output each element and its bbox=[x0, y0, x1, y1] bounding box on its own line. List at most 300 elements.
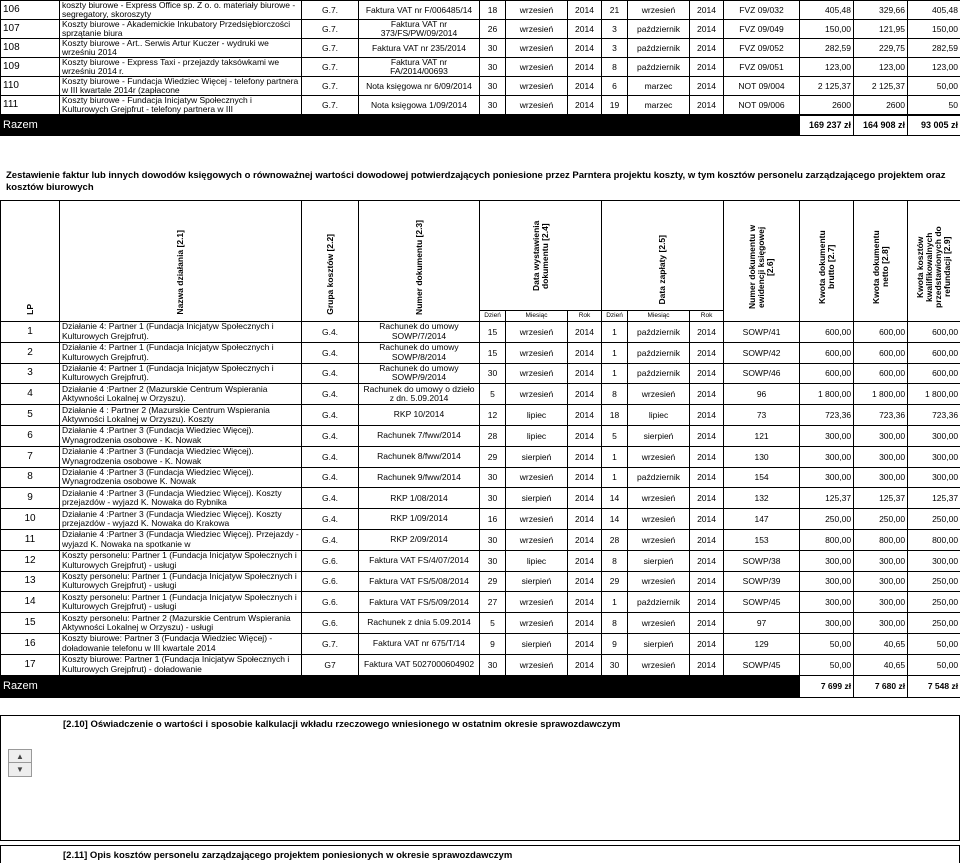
row-document-number: Rachunek do umowy SOWP/9/2014 bbox=[359, 363, 480, 384]
row-issue-year: 2014 bbox=[568, 77, 602, 96]
row-payment-month: październik bbox=[628, 322, 690, 343]
row-amount-eligible: 282,59 bbox=[908, 39, 960, 58]
row-description: Koszty personelu: Partner 1 (Fundacja Inicjatyw Społecznych i Kulturowych Grejpfrut) - usługi bbox=[60, 550, 302, 571]
row-payment-year: 2014 bbox=[690, 39, 724, 58]
row-payment-year: 2014 bbox=[690, 488, 724, 509]
row-group: G.4. bbox=[302, 405, 359, 426]
row-payment-year: 2014 bbox=[690, 613, 724, 634]
row-lp: 10 bbox=[1, 509, 60, 530]
row-amount-net: 800,00 bbox=[854, 529, 908, 550]
row-amount-net: 329,66 bbox=[854, 1, 908, 20]
row-group: G.6. bbox=[302, 571, 359, 592]
row-description: Koszty biurowe - Akademickie Inkubatory Przedsiębiorczości sprzątanie biura bbox=[60, 20, 302, 39]
row-payment-month: marzec bbox=[628, 96, 690, 116]
row-issue-day: 29 bbox=[480, 571, 506, 592]
row-group: G.7. bbox=[302, 96, 359, 116]
top-total-netto: 164 908 zł bbox=[854, 115, 908, 135]
row-amount-eligible: 250,00 bbox=[908, 509, 960, 530]
header-kwalifikowalne: Kwota kosztów kwalifikowalnych przedstawionych do refundacji [2.9] bbox=[908, 201, 960, 322]
row-lp: 107 bbox=[1, 20, 60, 39]
main-total-kwal: 7 548 zł bbox=[908, 675, 960, 697]
row-payment-month: wrzesień bbox=[628, 571, 690, 592]
row-amount-eligible: 250,00 bbox=[908, 592, 960, 613]
row-lp: 9 bbox=[1, 488, 60, 509]
row-ledger-number: FVZ 09/032 bbox=[724, 1, 800, 20]
row-ledger-number: SOWP/45 bbox=[724, 592, 800, 613]
row-amount-eligible: 125,37 bbox=[908, 488, 960, 509]
row-amount-eligible: 50 bbox=[908, 96, 960, 116]
row-amount-gross: 600,00 bbox=[800, 363, 854, 384]
row-document-number: Rachunek do umowy SOWP/7/2014 bbox=[359, 322, 480, 343]
row-payment-year: 2014 bbox=[690, 384, 724, 405]
row-document-number: Rachunek do umowy o dzieło z dn. 5.09.2014 bbox=[359, 384, 480, 405]
row-payment-day: 14 bbox=[602, 509, 628, 530]
row-payment-day: 8 bbox=[602, 613, 628, 634]
row-issue-year: 2014 bbox=[568, 58, 602, 77]
main-total-brutto: 7 699 zł bbox=[800, 675, 854, 697]
table-row bbox=[1, 322, 960, 343]
header-numer: Numer dokumentu [2.3] bbox=[359, 201, 480, 322]
main-total-row bbox=[1, 675, 960, 697]
row-amount-gross: 123,00 bbox=[800, 58, 854, 77]
row-ledger-number: 73 bbox=[724, 405, 800, 426]
row-amount-gross: 50,00 bbox=[800, 654, 854, 675]
row-payment-month: październik bbox=[628, 467, 690, 488]
row-lp: 111 bbox=[1, 96, 60, 116]
row-issue-year: 2014 bbox=[568, 488, 602, 509]
spinner-control[interactable] bbox=[8, 749, 32, 777]
main-header-row bbox=[1, 201, 960, 311]
top-total-label: Razem bbox=[1, 115, 800, 135]
row-payment-day: 3 bbox=[602, 20, 628, 39]
row-issue-month: wrzesień bbox=[506, 322, 568, 343]
row-issue-month: wrzesień bbox=[506, 509, 568, 530]
table-row bbox=[1, 509, 960, 530]
table-row bbox=[1, 384, 960, 405]
row-amount-eligible: 300,00 bbox=[908, 550, 960, 571]
row-ledger-number: 97 bbox=[724, 613, 800, 634]
row-lp: 110 bbox=[1, 77, 60, 96]
row-payment-month: październik bbox=[628, 20, 690, 39]
row-lp: 6 bbox=[1, 425, 60, 446]
table-row bbox=[1, 550, 960, 571]
row-issue-year: 2014 bbox=[568, 342, 602, 363]
row-ledger-number: 147 bbox=[724, 509, 800, 530]
row-document-number: Faktura VAT nr 373/FS/PW/09/2014 bbox=[359, 20, 480, 39]
row-issue-day: 12 bbox=[480, 405, 506, 426]
row-payment-month: październik bbox=[628, 58, 690, 77]
row-issue-day: 30 bbox=[480, 58, 506, 77]
row-payment-day: 1 bbox=[602, 446, 628, 467]
spinner-up-icon[interactable]: ▲ bbox=[9, 750, 31, 763]
row-issue-year: 2014 bbox=[568, 550, 602, 571]
section-2-10-box[interactable] bbox=[0, 715, 960, 841]
row-lp: 1 bbox=[1, 322, 60, 343]
row-payment-year: 2014 bbox=[690, 1, 724, 20]
row-amount-gross: 282,59 bbox=[800, 39, 854, 58]
row-payment-day: 9 bbox=[602, 633, 628, 654]
row-payment-month: wrzesień bbox=[628, 654, 690, 675]
row-payment-month: marzec bbox=[628, 77, 690, 96]
row-issue-year: 2014 bbox=[568, 571, 602, 592]
row-issue-year: 2014 bbox=[568, 39, 602, 58]
row-description: Działanie 4 :Partner 3 (Fundacja Wiedziec Więcej). Koszty przejazdów - wyjazd K. Nowaka do Rybnika bbox=[60, 488, 302, 509]
row-amount-gross: 300,00 bbox=[800, 550, 854, 571]
row-issue-year: 2014 bbox=[568, 654, 602, 675]
row-payment-year: 2014 bbox=[690, 654, 724, 675]
row-amount-gross: 723,36 bbox=[800, 405, 854, 426]
row-amount-eligible: 50,00 bbox=[908, 77, 960, 96]
row-ledger-number: NOT 09/004 bbox=[724, 77, 800, 96]
row-payment-day: 3 bbox=[602, 39, 628, 58]
row-ledger-number: SOWP/39 bbox=[724, 571, 800, 592]
row-amount-net: 600,00 bbox=[854, 342, 908, 363]
row-payment-month: wrzesień bbox=[628, 509, 690, 530]
subheader-miesiac-2: Miesiąc bbox=[628, 311, 690, 322]
row-issue-month: lipiec bbox=[506, 550, 568, 571]
table-row bbox=[1, 58, 960, 77]
row-ledger-number: 96 bbox=[724, 384, 800, 405]
row-document-number: Rachunek z dnia 5.09.2014 bbox=[359, 613, 480, 634]
row-payment-year: 2014 bbox=[690, 425, 724, 446]
row-lp: 2 bbox=[1, 342, 60, 363]
row-group: G.7. bbox=[302, 58, 359, 77]
row-amount-gross: 600,00 bbox=[800, 322, 854, 343]
row-description: Działanie 4 :Partner 3 (Fundacja Wiedziec Więcej). Przejazdy - wyjazd K. Nowaka na spotkanie w bbox=[60, 529, 302, 550]
row-issue-month: wrzesień bbox=[506, 613, 568, 634]
header-data-zaplaty: Data zapłaty [2.5] bbox=[602, 201, 724, 311]
top-total-kwal: 93 005 zł bbox=[908, 115, 960, 135]
row-payment-year: 2014 bbox=[690, 322, 724, 343]
row-description: Działanie 4 :Partner 3 (Fundacja Wiedziec Więcej). Wynagrodzenia osobowe - K. Nowak bbox=[60, 425, 302, 446]
row-issue-year: 2014 bbox=[568, 467, 602, 488]
row-document-number: Rachunek do umowy SOWP/8/2014 bbox=[359, 342, 480, 363]
row-amount-net: 300,00 bbox=[854, 467, 908, 488]
row-payment-year: 2014 bbox=[690, 467, 724, 488]
row-ledger-number: 121 bbox=[724, 425, 800, 446]
header-nazwa: Nazwa działania [2.1] bbox=[60, 201, 302, 322]
row-payment-day: 28 bbox=[602, 529, 628, 550]
row-issue-day: 30 bbox=[480, 96, 506, 116]
row-group: G.4. bbox=[302, 446, 359, 467]
row-payment-year: 2014 bbox=[690, 96, 724, 116]
row-payment-year: 2014 bbox=[690, 592, 724, 613]
main-expense-table bbox=[0, 200, 960, 698]
row-issue-day: 30 bbox=[480, 39, 506, 58]
subheader-rok-1: Rok bbox=[568, 311, 602, 322]
row-amount-eligible: 300,00 bbox=[908, 425, 960, 446]
row-amount-gross: 300,00 bbox=[800, 571, 854, 592]
row-amount-net: 1 800,00 bbox=[854, 384, 908, 405]
row-document-number: Rachunek 8/fww/2014 bbox=[359, 446, 480, 467]
row-document-number: Rachunek 9/fww/2014 bbox=[359, 467, 480, 488]
row-amount-gross: 300,00 bbox=[800, 446, 854, 467]
row-description: Koszty biurowe: Partner 1 (Fundacja Inicjatyw Społecznych i Kulturowych Grejpfrut) - doładowanie bbox=[60, 654, 302, 675]
row-group: G.6. bbox=[302, 550, 359, 571]
row-payment-day: 29 bbox=[602, 571, 628, 592]
row-payment-month: październik bbox=[628, 363, 690, 384]
row-amount-gross: 250,00 bbox=[800, 509, 854, 530]
row-payment-year: 2014 bbox=[690, 20, 724, 39]
row-amount-gross: 600,00 bbox=[800, 342, 854, 363]
row-amount-gross: 1 800,00 bbox=[800, 384, 854, 405]
row-issue-year: 2014 bbox=[568, 613, 602, 634]
row-issue-year: 2014 bbox=[568, 322, 602, 343]
row-ledger-number: 130 bbox=[724, 446, 800, 467]
row-group: G.4. bbox=[302, 488, 359, 509]
row-ledger-number: 153 bbox=[724, 529, 800, 550]
row-payment-year: 2014 bbox=[690, 571, 724, 592]
table-row bbox=[1, 633, 960, 654]
table-row bbox=[1, 342, 960, 363]
row-amount-net: 229,75 bbox=[854, 39, 908, 58]
row-description: Koszty biurowe - Fundacja Wiedziec Więcej - telefony partnera w III kwartale 2014r (zapłacone bbox=[60, 77, 302, 96]
row-lp: 108 bbox=[1, 39, 60, 58]
row-issue-month: lipiec bbox=[506, 405, 568, 426]
row-amount-gross: 300,00 bbox=[800, 467, 854, 488]
subheader-dzien-2: Dzień bbox=[602, 311, 628, 322]
row-issue-month: wrzesień bbox=[506, 96, 568, 116]
row-payment-day: 1 bbox=[602, 467, 628, 488]
row-amount-net: 600,00 bbox=[854, 322, 908, 343]
row-document-number: Nota księgowa nr 6/09/2014 bbox=[359, 77, 480, 96]
row-issue-month: sierpień bbox=[506, 488, 568, 509]
row-group: G7 bbox=[302, 654, 359, 675]
row-issue-year: 2014 bbox=[568, 363, 602, 384]
row-document-number: Faktura VAT FS/4/07/2014 bbox=[359, 550, 480, 571]
row-issue-month: wrzesień bbox=[506, 467, 568, 488]
row-description: Działanie 4: Partner 1 (Fundacja Inicjatyw Społecznych i Kulturowych Grejpfrut). bbox=[60, 342, 302, 363]
row-issue-year: 2014 bbox=[568, 96, 602, 116]
row-document-number: Nota księgowa 1/09/2014 bbox=[359, 96, 480, 116]
row-ledger-number: NOT 09/006 bbox=[724, 96, 800, 116]
table-row bbox=[1, 39, 960, 58]
row-amount-gross: 405,48 bbox=[800, 1, 854, 20]
table-row bbox=[1, 654, 960, 675]
row-group: G.6. bbox=[302, 592, 359, 613]
row-amount-eligible: 300,00 bbox=[908, 467, 960, 488]
row-amount-net: 2 125,37 bbox=[854, 77, 908, 96]
row-amount-eligible: 405,48 bbox=[908, 1, 960, 20]
row-lp: 7 bbox=[1, 446, 60, 467]
row-issue-day: 26 bbox=[480, 20, 506, 39]
row-payment-month: wrzesień bbox=[628, 384, 690, 405]
row-description: Koszty biurowe: Partner 3 (Fundacja Wiedziec Więcej) - doładowanie telefonu w III kwartale 2014 bbox=[60, 633, 302, 654]
row-document-number: Faktura VAT nr 675/T/14 bbox=[359, 633, 480, 654]
row-document-number: Faktura VAT FS/5/09/2014 bbox=[359, 592, 480, 613]
section-title: Zestawienie faktur lub innych dowodów księgowych o równoważnej wartości dowodowej potwierdzających poniesione przez Parntera projektu koszty, w tym kosztów personelu zarządzającego projektem oraz kosztów biurowych bbox=[6, 170, 946, 193]
row-payment-year: 2014 bbox=[690, 342, 724, 363]
row-payment-month: wrzesień bbox=[628, 446, 690, 467]
row-payment-year: 2014 bbox=[690, 363, 724, 384]
row-issue-day: 30 bbox=[480, 529, 506, 550]
row-issue-month: sierpień bbox=[506, 633, 568, 654]
row-issue-day: 15 bbox=[480, 322, 506, 343]
row-amount-net: 300,00 bbox=[854, 592, 908, 613]
header-grupa: Grupa kosztów [2.2] bbox=[302, 201, 359, 322]
row-issue-month: wrzesień bbox=[506, 654, 568, 675]
row-issue-day: 27 bbox=[480, 592, 506, 613]
row-issue-day: 5 bbox=[480, 384, 506, 405]
row-ledger-number: SOWP/38 bbox=[724, 550, 800, 571]
row-description: Działanie 4 : Partner 2 (Mazurskie Centrum Wspierania Aktywności Lokalnej w Orzyszu). Koszty bbox=[60, 405, 302, 426]
row-amount-net: 300,00 bbox=[854, 446, 908, 467]
row-amount-eligible: 1 800,00 bbox=[908, 384, 960, 405]
subheader-dzien-1: Dzień bbox=[480, 311, 506, 322]
row-amount-gross: 800,00 bbox=[800, 529, 854, 550]
row-payment-month: wrzesień bbox=[628, 529, 690, 550]
row-issue-year: 2014 bbox=[568, 509, 602, 530]
row-ledger-number: 129 bbox=[724, 633, 800, 654]
row-document-number: RKP 2/09/2014 bbox=[359, 529, 480, 550]
header-netto: Kwota dokumentu netto [2.8] bbox=[854, 201, 908, 322]
main-total-netto: 7 680 zł bbox=[854, 675, 908, 697]
row-amount-net: 40,65 bbox=[854, 633, 908, 654]
row-description: Koszty biurowe - Fundacja Inicjatyw Społecznych i Kulturowych Grejpfrut - telefony partnera w III bbox=[60, 96, 302, 116]
table-row bbox=[1, 467, 960, 488]
table-row bbox=[1, 613, 960, 634]
row-amount-net: 121,95 bbox=[854, 20, 908, 39]
row-amount-net: 40,65 bbox=[854, 654, 908, 675]
row-amount-gross: 300,00 bbox=[800, 592, 854, 613]
row-payment-month: wrzesień bbox=[628, 1, 690, 20]
row-issue-year: 2014 bbox=[568, 446, 602, 467]
row-issue-day: 30 bbox=[480, 550, 506, 571]
row-description: koszty biurowe - Express Office sp. Z o. o. materiały biurowe - segregatory, skoroszyty bbox=[60, 1, 302, 20]
row-amount-gross: 2600 bbox=[800, 96, 854, 116]
row-group: G.4. bbox=[302, 509, 359, 530]
row-issue-month: wrzesień bbox=[506, 1, 568, 20]
row-payment-year: 2014 bbox=[690, 529, 724, 550]
row-payment-day: 8 bbox=[602, 58, 628, 77]
row-group: G.7. bbox=[302, 633, 359, 654]
row-amount-gross: 125,37 bbox=[800, 488, 854, 509]
table-row bbox=[1, 20, 960, 39]
row-lp: 4 bbox=[1, 384, 60, 405]
row-amount-net: 300,00 bbox=[854, 613, 908, 634]
row-issue-year: 2014 bbox=[568, 425, 602, 446]
row-amount-net: 300,00 bbox=[854, 425, 908, 446]
row-issue-day: 15 bbox=[480, 342, 506, 363]
row-amount-net: 300,00 bbox=[854, 571, 908, 592]
row-lp: 12 bbox=[1, 550, 60, 571]
row-lp: 3 bbox=[1, 363, 60, 384]
table-row bbox=[1, 592, 960, 613]
spinner-down-icon[interactable]: ▼ bbox=[16, 765, 24, 774]
row-amount-eligible: 600,00 bbox=[908, 322, 960, 343]
row-issue-year: 2014 bbox=[568, 529, 602, 550]
row-ledger-number: FVZ 09/051 bbox=[724, 58, 800, 77]
row-amount-gross: 2 125,37 bbox=[800, 77, 854, 96]
row-amount-eligible: 250,00 bbox=[908, 613, 960, 634]
row-issue-month: wrzesień bbox=[506, 20, 568, 39]
row-document-number: RKP 10/2014 bbox=[359, 405, 480, 426]
row-issue-day: 30 bbox=[480, 77, 506, 96]
row-payment-day: 1 bbox=[602, 342, 628, 363]
row-amount-eligible: 300,00 bbox=[908, 446, 960, 467]
row-payment-month: sierpień bbox=[628, 550, 690, 571]
row-group: G.4. bbox=[302, 425, 359, 446]
table-row bbox=[1, 488, 960, 509]
row-payment-month: lipiec bbox=[628, 405, 690, 426]
row-payment-year: 2014 bbox=[690, 405, 724, 426]
row-amount-eligible: 50,00 bbox=[908, 654, 960, 675]
row-payment-day: 21 bbox=[602, 1, 628, 20]
row-amount-gross: 300,00 bbox=[800, 425, 854, 446]
row-payment-day: 18 bbox=[602, 405, 628, 426]
row-payment-month: październik bbox=[628, 39, 690, 58]
row-payment-year: 2014 bbox=[690, 509, 724, 530]
row-amount-eligible: 250,00 bbox=[908, 571, 960, 592]
row-group: G.4. bbox=[302, 384, 359, 405]
row-issue-day: 30 bbox=[480, 488, 506, 509]
row-payment-year: 2014 bbox=[690, 77, 724, 96]
row-amount-gross: 300,00 bbox=[800, 613, 854, 634]
row-issue-month: sierpień bbox=[506, 571, 568, 592]
main-total-label: Razem bbox=[1, 675, 800, 697]
row-payment-month: październik bbox=[628, 592, 690, 613]
row-issue-year: 2014 bbox=[568, 384, 602, 405]
table-row bbox=[1, 96, 960, 116]
subheader-miesiac-1: Miesiąc bbox=[506, 311, 568, 322]
row-payment-day: 30 bbox=[602, 654, 628, 675]
row-document-number: RKP 1/08/2014 bbox=[359, 488, 480, 509]
row-lp: 16 bbox=[1, 633, 60, 654]
row-amount-eligible: 50,00 bbox=[908, 633, 960, 654]
top-total-row bbox=[1, 115, 960, 135]
table-row bbox=[1, 1, 960, 20]
row-payment-day: 1 bbox=[602, 322, 628, 343]
row-group: G.7. bbox=[302, 20, 359, 39]
row-description: Działanie 4 :Partner 3 (Fundacja Wiedziec Więcej). Wynagrodzenia osobowe - K. Nowak bbox=[60, 446, 302, 467]
row-amount-gross: 50,00 bbox=[800, 633, 854, 654]
row-amount-eligible: 123,00 bbox=[908, 58, 960, 77]
row-lp: 11 bbox=[1, 529, 60, 550]
row-description: Koszty personelu: Partner 2 (Mazurskie Centrum Wspierania Aktywności Lokalnej w Orzyszu) - usługi bbox=[60, 613, 302, 634]
table-row bbox=[1, 425, 960, 446]
table-row bbox=[1, 571, 960, 592]
row-amount-net: 123,00 bbox=[854, 58, 908, 77]
row-lp: 8 bbox=[1, 467, 60, 488]
table-row bbox=[1, 405, 960, 426]
row-ledger-number: SOWP/46 bbox=[724, 363, 800, 384]
row-lp: 106 bbox=[1, 1, 60, 20]
row-group: G.4. bbox=[302, 363, 359, 384]
row-lp: 14 bbox=[1, 592, 60, 613]
row-payment-year: 2014 bbox=[690, 633, 724, 654]
section-2-11-box[interactable] bbox=[0, 845, 960, 863]
row-issue-day: 28 bbox=[480, 425, 506, 446]
row-issue-day: 5 bbox=[480, 613, 506, 634]
row-amount-net: 2600 bbox=[854, 96, 908, 116]
row-issue-month: lipiec bbox=[506, 425, 568, 446]
row-amount-eligible: 723,36 bbox=[908, 405, 960, 426]
row-description: Koszty biurowe - Express Taxi - przejazdy taksówkami we wrześniu 2014 r. bbox=[60, 58, 302, 77]
row-payment-month: sierpień bbox=[628, 633, 690, 654]
row-issue-day: 16 bbox=[480, 509, 506, 530]
row-issue-day: 30 bbox=[480, 467, 506, 488]
row-issue-year: 2014 bbox=[568, 592, 602, 613]
row-ledger-number: SOWP/41 bbox=[724, 322, 800, 343]
row-payment-day: 8 bbox=[602, 550, 628, 571]
row-issue-month: wrzesień bbox=[506, 529, 568, 550]
row-payment-month: październik bbox=[628, 342, 690, 363]
row-issue-month: wrzesień bbox=[506, 363, 568, 384]
table-row bbox=[1, 363, 960, 384]
row-ledger-number: 154 bbox=[724, 467, 800, 488]
row-amount-eligible: 600,00 bbox=[908, 342, 960, 363]
row-payment-day: 19 bbox=[602, 96, 628, 116]
